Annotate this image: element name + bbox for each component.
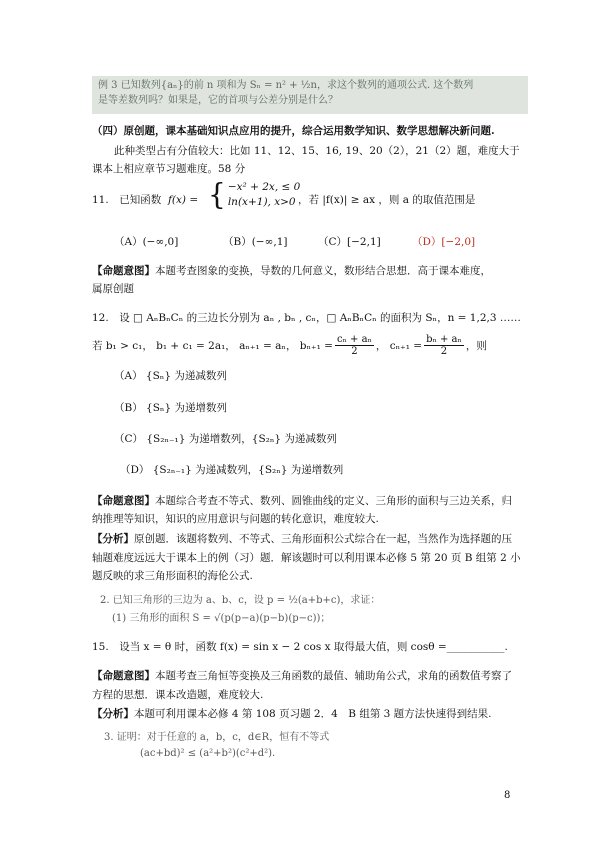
q15-analysis [92, 707, 492, 721]
q12-intent-text-1: 本题综合考查不等式、数列、圆锥曲线的定义、三角形的面积与三边关系，归 [155, 495, 512, 507]
example-text-2: 是等差数列吗？如果是，它的首项与公差分别是什么？ [98, 95, 338, 106]
q12-line-2b: ， cₙ₊₁ = [375, 339, 423, 352]
brace-symbol: { [208, 177, 226, 212]
q12-line-2a: 若 b₁ > c₁， b₁ + c₁ = 2a₁， aₙ₊₁ = aₙ， bₙ₊₁ = [92, 339, 333, 352]
q11-intent-text-1: 本题考查图象的变换，导数的几何意义，数形结合思想．高于课本难度， [155, 265, 491, 277]
q12-textbook-clip-2: (1) 三角形的面积 S = √(p(p−a)(p−b)(p−c))； [112, 613, 331, 624]
q12-option-a: （A） {Sₙ} 为递减数列 [114, 370, 227, 382]
q12-line-2c: ，则 [465, 339, 487, 352]
q12-analysis-label: 【分析】 [92, 533, 134, 545]
q11-case-1: −x² + 2x, ≤ 0 [227, 181, 301, 193]
q12-intent-label: 【命题意图】 [92, 495, 155, 507]
q12-fraction-1 [335, 334, 374, 357]
q15-textbook-clip-2: (ac+bd)² ≤ (a²+b²)(c²+d²). [140, 748, 276, 759]
q15-intent-text-2: 方程的思想．课本改造题，难度较大. [92, 689, 264, 701]
section-desc-2: 课本上相应章节习题难度。58 分 [92, 163, 246, 175]
q12-option-d: （D） {S₂ₙ₋₁} 为递减数列，{S₂ₙ} 为递增数列 [120, 464, 344, 476]
q12-option-c: （C） {S₂ₙ₋₁} 为递增数列，{S₂ₙ} 为递减数列 [114, 433, 337, 445]
q12-option-b: （B） {Sₙ} 为递增数列 [114, 402, 227, 414]
q15-intent-text-1: 本题考查三角恒等变换及三角函数的最值、辅助角公式，求角的函数值考察了 [155, 670, 512, 682]
section-heading: （四）原创题，课本基础知识点应用的提升，综合运用数学知识、数学思想解决新问题. [92, 125, 495, 137]
section-desc-1: 此种类型占有分值较大：比如 11、12、15、16, 19、20（2），21（2）题，难度大于 [114, 145, 520, 157]
q12-analysis-text-2: 轴题难度远远大于课本上的例（习）题．解该题时可以利用课本必修 5 第 20 页 B 组第 2 小 [92, 552, 521, 564]
example-clip [92, 76, 528, 114]
example-text-1: 例 3 已知数列{aₙ}的前 n 项和为 Sₙ = n² + ½n，求这个数列的通项公式. 这个数列 [98, 80, 474, 91]
page-number: 8 [504, 790, 511, 801]
q12-line-2 [92, 334, 487, 357]
q12-intent-text-2: 纳推理等知识，知识的应用意识与问题的转化意识，难度较大. [92, 513, 379, 525]
q11-intent [92, 264, 491, 278]
q11-option-b: （B）(−∞,1] [223, 236, 288, 248]
q11-option-d: （D）[−2,0] [412, 236, 476, 248]
q12-frac1-denominator: 2 [351, 346, 358, 357]
q12-textbook-clip-1: 2. 已知三角形的三边为 a、b、c，设 p = ½(a+b+c)，求证： [100, 595, 381, 606]
q12-intent [92, 494, 512, 508]
q11-intent-label: 【命题意图】 [92, 265, 155, 277]
q11-condition: ，若 |f(x)| ≥ ax ，则 a 的取值范围是 [298, 194, 476, 206]
q11-function: f(x) = [168, 194, 199, 206]
q12-analysis-text-3: 题反映的求三角形面积的海伦公式. [92, 570, 253, 582]
q12-fraction-2 [424, 334, 464, 357]
q15-textbook-clip-1: 3. 证明：对于任意的 a，b，c，d∈R，恒有不等式 [104, 732, 330, 743]
q11-intent-text-2: 属原创题 [92, 283, 134, 295]
q15-analysis-text-1: 本题可利用课本必修 4 第 108 页习题 2．4 B 组第 3 题方法快速得到结果. [134, 708, 492, 720]
q12-analysis [92, 532, 512, 546]
q15-intent-label: 【命题意图】 [92, 670, 155, 682]
q11-piecewise [208, 177, 301, 212]
q11-option-a: （A）(−∞,0] [114, 236, 179, 248]
q12-analysis-text-1: 原创题．该题将数列、不等式、三角形面积公式综合在一起，当然作为选择题的压 [134, 533, 512, 545]
q15-line: 15. 设当 x = θ 时，函数 f(x) = sin x − 2 cos x 取得最大值，则 cosθ =___________. [92, 641, 508, 653]
q15-analysis-label: 【分析】 [92, 708, 134, 720]
q15-intent [92, 669, 512, 683]
q11-case-2: ln(x+1), x>0 [227, 196, 296, 208]
q11-option-c: （C）[−2,1] [318, 236, 381, 248]
q12-frac2-denominator: 2 [440, 346, 448, 357]
q11-label: 11. 已知函数 [92, 194, 162, 206]
q12-frac1-numerator: cₙ + aₙ [336, 334, 372, 345]
q12-frac2-numerator: bₙ + aₙ [426, 334, 462, 345]
q12-line-1: 12. 设 □ AₙBₙCₙ 的三边长分别为 aₙ , bₙ , cₙ，□ AₙBₙCₙ 的面积为 Sₙ，n = 1,2,3 …… [92, 312, 521, 324]
